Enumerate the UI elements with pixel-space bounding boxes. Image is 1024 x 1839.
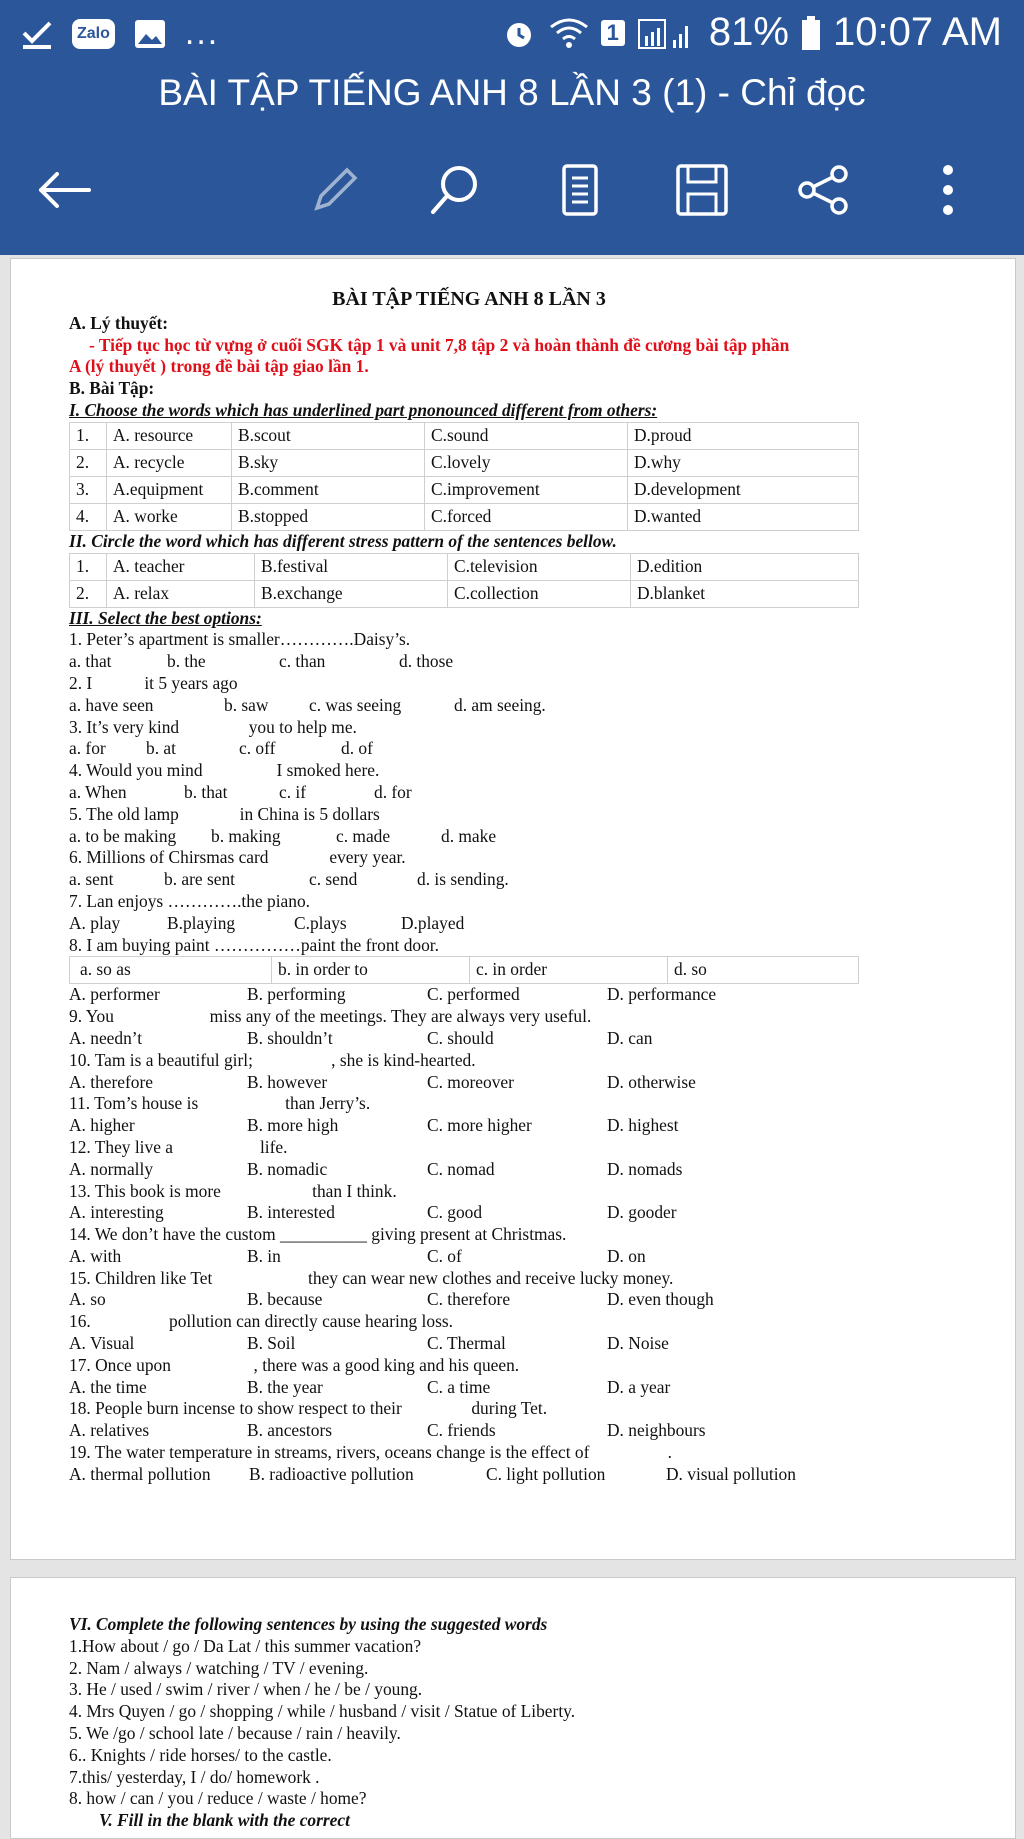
options-3: a. for b. at c. off d. of [69, 738, 373, 759]
options-8-table [69, 956, 859, 984]
back-button[interactable] [25, 150, 105, 230]
part-2-heading: II. Circle the word which has different stress pattern of the sentences bellow. [69, 530, 617, 551]
question-2: 2. I it 5 years ago [69, 672, 238, 693]
options-19: A. thermal pollution B. radioactive pollution C. light pollution D. visual pollution [69, 1463, 796, 1484]
options-4: a. When b. that c. if d. for [69, 781, 412, 802]
sim-icon: 1 [601, 20, 625, 46]
more-vert-icon [938, 162, 958, 218]
back-arrow-icon [37, 170, 93, 210]
options-7: A. play B.playing C.plays D.played [69, 912, 465, 933]
list-item: 3. He / used / swim / river / when / he / be / young. [69, 1679, 423, 1700]
question-11: 11. Tom’s house is than Jerry’s. [69, 1093, 371, 1114]
alarm-icon [501, 15, 537, 51]
document-page-2[interactable] [10, 1577, 1016, 1839]
part-6-heading: VI. Complete the following sentences by using the suggested words [69, 1614, 548, 1634]
list-item: 2. Nam / always / watching / TV / evening. [69, 1657, 369, 1678]
options-16: A. Visual B. Soil C. Thermal D. Noise [69, 1333, 669, 1354]
table-row: 2. A. recycle B.sky C.lovely D.why [70, 449, 859, 476]
save-icon [674, 162, 730, 218]
options-6: a. sent b. are sent c. send d. is sending. [69, 869, 509, 890]
share-icon [795, 162, 851, 218]
pronunciation-table [69, 422, 859, 531]
list-item: 1.How about / go / Da Lat / this summer vacation? [69, 1635, 422, 1656]
image-icon [133, 17, 167, 51]
more-options-button[interactable] [908, 150, 988, 230]
options-18: A. relatives B. ancestors C. friends D. neighbours [69, 1420, 706, 1441]
signal-icon [637, 16, 697, 50]
wifi-icon [549, 17, 589, 49]
download-done-icon [20, 17, 54, 51]
clock: 10:07 AM [832, 10, 1002, 54]
table-row: 1. A. resource B.scout C.sound D.proud [70, 422, 859, 449]
instruction-note-2: A (lý thuyết ) trong đề bài tập giao lần 1. [69, 356, 369, 377]
table-row: 4. A. worke B.stopped C.forced D.wanted [70, 503, 859, 530]
question-16: 16. pollution can directly cause hearing loss. [69, 1311, 453, 1332]
list-item: 7.this/ yesterday, I / do/ homework . [69, 1766, 320, 1787]
toolbar [0, 150, 1024, 230]
question-12: 12. They live a life. [69, 1136, 288, 1157]
edit-button[interactable] [295, 150, 375, 230]
part-1-heading: I. Choose the words which has underlined part pnonounced different from others: [69, 399, 658, 420]
battery-icon [801, 15, 821, 51]
question-6: 6. Millions of Chirsmas card every year. [69, 847, 406, 868]
options-11: A. higher B. more high C. more higher D. highest [69, 1115, 679, 1136]
reading-view-button[interactable] [540, 150, 620, 230]
list-item: 4. Mrs Quyen / go / shopping / while / husband / visit / Statue of Liberty. [69, 1701, 576, 1722]
list-item: 5. We /go / school late / because / rain / heavily. [69, 1722, 401, 1743]
question-5: 5. The old lamp in China is 5 dollars [69, 803, 380, 824]
question-3: 3. It’s very kind you to help me. [69, 716, 357, 737]
zalo-icon: Zalo [72, 19, 115, 49]
table-row: 1. A. teacher B.festival C.television D.edition [70, 553, 859, 580]
share-button[interactable] [783, 150, 863, 230]
options-9: A. needn’t B. shouldn’t C. should D. can [69, 1027, 653, 1048]
options-1: a. that b. the c. than d. those [69, 651, 454, 672]
question-13: 13. This book is more than I think. [69, 1180, 397, 1201]
options-13: A. interesting B. interested C. good D. gooder [69, 1202, 677, 1223]
list-item: 8. how / can / you / reduce / waste / home? [69, 1788, 367, 1809]
options-8b: A. performer B. performing C. performed D. performance [69, 984, 717, 1005]
save-button[interactable] [662, 150, 742, 230]
options-17: A. the time B. the year C. a time D. a year [69, 1376, 671, 1397]
question-15: 15. Children like Tet they can wear new clothes and receive lucky money. [69, 1267, 674, 1288]
section-a-heading: A. Lý thuyết: [69, 312, 169, 333]
question-19: 19. The water temperature in streams, rivers, oceans change is the effect of . [69, 1442, 672, 1463]
question-4: 4. Would you mind I smoked here. [69, 760, 380, 781]
stress-table [69, 553, 859, 608]
part-3-heading: III. Select the best options: [69, 607, 262, 628]
options-14: A. with B. in C. of D. on [69, 1245, 646, 1266]
section-b-heading: B. Bài Tập: [69, 378, 155, 399]
options-15: A. so B. because C. therefore D. even though [69, 1289, 714, 1310]
page-heading: BÀI TẬP TIẾNG ANH 8 LẦN 3 [332, 288, 606, 310]
question-14: 14. We don’t have the custom __________ giving present at Christmas. [69, 1224, 567, 1245]
table-row: 2. A. relax B.exchange C.collection D.blanket [70, 580, 859, 607]
question-8: 8. I am buying paint ……………paint the front door. [69, 934, 439, 955]
instruction-note: - Tiếp tục học từ vựng ở cuối SGK tập 1 và unit 7,8 tập 2 và hoàn thành đề cương bài tập phần [89, 334, 790, 355]
part-5-heading: V. Fill in the blank with the correct [99, 1810, 350, 1831]
status-bar [0, 0, 1024, 72]
app-bar [0, 0, 1024, 255]
search-button[interactable] [415, 150, 495, 230]
document-icon [560, 162, 600, 218]
options-2: a. have seen b. saw c. was seeing d. am seeing. [69, 694, 546, 715]
table-row: 3. A.equipment B.comment C.improvement D.development [70, 476, 859, 503]
options-10: A. therefore B. however C. moreover D. otherwise [69, 1071, 696, 1092]
question-10: 10. Tam is a beautiful girl; , she is kind-hearted. [69, 1049, 476, 1070]
table-row: a. so as b. in order to c. in order d. so [70, 957, 859, 984]
question-1: 1. Peter’s apartment is smaller………….Daisy’s. [69, 629, 411, 650]
more-notifications: ... [184, 14, 220, 52]
document-title: BÀI TẬP TIẾNG ANH 8 LẦN 3 (1) - Chỉ đọc [158, 72, 866, 113]
document-page-1[interactable] [10, 258, 1016, 1560]
search-icon [427, 162, 483, 218]
question-17: 17. Once upon , there was a good king and his queen. [69, 1354, 520, 1375]
question-18: 18. People burn incense to show respect to their during Tet. [69, 1398, 548, 1419]
list-item: 6.. Knights / ride horses/ to the castle. [69, 1744, 332, 1765]
pencil-icon [307, 162, 363, 218]
options-5: a. to be making b. making c. made d. make [69, 825, 497, 846]
options-12: A. normally B. nomadic C. nomad D. nomads [69, 1158, 683, 1179]
battery-percent: 81% [708, 10, 789, 54]
question-7: 7. Lan enjoys ………….the piano. [69, 890, 311, 911]
question-9: 9. You miss any of the meetings. They are always very useful. [69, 1006, 592, 1027]
